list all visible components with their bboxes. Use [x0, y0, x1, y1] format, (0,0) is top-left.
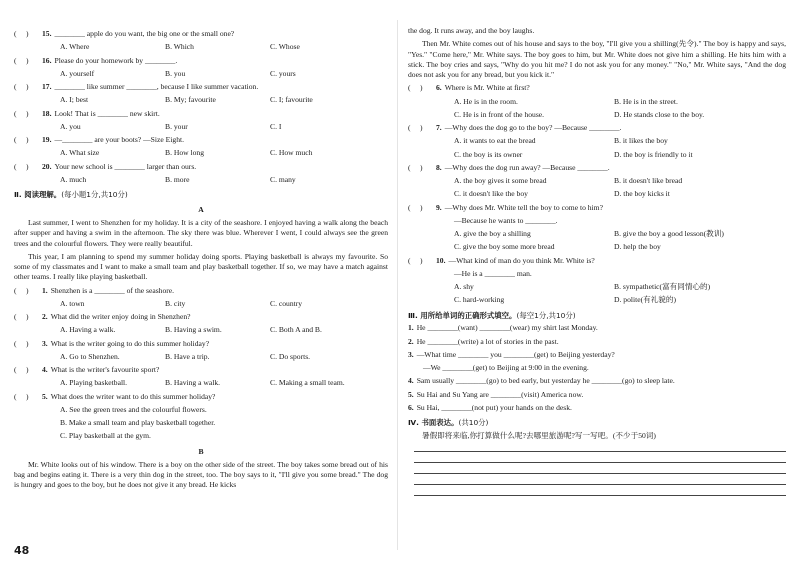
option[interactable]: B. How long [165, 148, 205, 158]
answer-bracket[interactable]: ( ) [408, 202, 423, 212]
question [14, 56, 388, 66]
question-number: 6. [436, 83, 442, 93]
mc-b-group [408, 83, 786, 199]
section2-heading [14, 190, 388, 200]
question-10-options-row2 [408, 295, 786, 305]
question [14, 82, 388, 92]
question-9 [408, 203, 786, 213]
section3-title: Ⅲ. 用所给单词的正确形式填空。 [408, 310, 517, 320]
options-row [14, 42, 388, 52]
question-number: 19. [42, 135, 52, 144]
question-10-sub: —He is a ________ man. [454, 268, 532, 278]
answer-bracket[interactable]: ( ) [14, 108, 29, 118]
question-number: 1. [42, 285, 48, 295]
answer-bracket[interactable]: ( ) [408, 255, 423, 265]
question-number: 3. [42, 338, 48, 348]
option[interactable]: A. it wants to eat the bread [454, 136, 536, 146]
option[interactable]: D. the boy is friendly to it [614, 149, 693, 159]
fill-text: Sam usually ________(go) to bed early, but yesterday he ________(go) to sleep late. [416, 376, 675, 386]
option[interactable]: C. I [270, 121, 282, 131]
answer-bracket[interactable]: ( ) [14, 29, 29, 38]
passage-b-continuation: the dog. It runs away, and the boy laughs. [408, 26, 535, 35]
writing-line[interactable] [414, 474, 786, 485]
question-text: —Why does Mr. White tell the boy to come to him? [444, 202, 603, 212]
mc-top-group [14, 29, 388, 185]
answer-bracket[interactable]: ( ) [14, 312, 29, 322]
section3-note: (每空1分,共10分) [516, 310, 576, 320]
option[interactable]: C. hard-working [454, 295, 505, 305]
option[interactable]: B. it likes the boy [614, 136, 668, 146]
fill-number: 5. [408, 389, 414, 399]
answer-bracket[interactable]: ( ) [14, 55, 29, 65]
writing-line[interactable] [414, 485, 786, 496]
question [408, 123, 786, 133]
option[interactable]: B. give the boy a good lesson(教训) [614, 229, 724, 238]
question-number: 7. [436, 123, 442, 132]
question-text: —What kind of man do you think Mr. White is? [448, 255, 595, 265]
page-number: 48 [14, 544, 30, 557]
answer-bracket[interactable]: ( ) [14, 135, 29, 144]
options-row [14, 69, 388, 79]
question-10-options-row1 [408, 282, 786, 292]
option[interactable]: C. it doesn't like the boy [454, 189, 528, 199]
question-text: What does the writer want to do this summer holiday? [50, 391, 216, 401]
option[interactable]: B. it doesn't like bread [614, 176, 683, 185]
answer-bracket[interactable]: ( ) [408, 162, 423, 172]
question [14, 339, 388, 349]
question [14, 135, 388, 145]
option[interactable]: A. town [60, 298, 85, 308]
passage-a-title: A [198, 204, 204, 214]
option[interactable]: B. your [165, 121, 188, 131]
option[interactable]: C. country [270, 298, 303, 308]
options-row [408, 189, 786, 199]
question-9-options-row2 [408, 242, 786, 252]
question-number: 18. [42, 108, 52, 118]
option[interactable]: B. My; favourite [165, 95, 216, 105]
question [14, 312, 388, 322]
option[interactable]: B. Make a small team and play basketball together. [60, 418, 216, 428]
options-row [408, 150, 786, 160]
answer-bracket[interactable]: ( ) [14, 82, 29, 91]
fill-text: —What time ________ you ________(get) to Beijing yesterday? [416, 349, 615, 359]
fill-item [408, 403, 786, 413]
option[interactable]: B. more [165, 174, 190, 184]
option[interactable]: B. He is in the street. [614, 96, 678, 106]
options-row [408, 176, 786, 186]
fill-item [408, 337, 786, 347]
question-5 [14, 392, 388, 402]
option[interactable]: B. city [165, 298, 186, 308]
options-row [14, 148, 388, 158]
option[interactable]: C. yours [270, 68, 296, 78]
question-number: 20. [42, 161, 52, 171]
fill-item [408, 363, 786, 373]
question-number: 17. [42, 82, 52, 91]
mc-a-group [14, 286, 388, 389]
question-number: 4. [42, 365, 48, 375]
option[interactable]: C. I; favourite [270, 95, 313, 105]
left-column [14, 26, 388, 491]
column-divider [397, 20, 398, 550]
question-text: —Why does the dog go to the boy? —Because ________. [444, 123, 622, 132]
option[interactable]: A. Go to Shenzhen. [60, 351, 120, 361]
essay-prompt: 暑假即将来临,你打算做什么呢?去哪里旅游呢?写一写吧。(不少于50词) [422, 431, 656, 441]
question-text: ________ like summer ________, because I like summer vacation. [54, 82, 259, 91]
fill-item [408, 350, 786, 360]
options-row [408, 136, 786, 146]
question [408, 83, 786, 93]
writing-line[interactable] [414, 452, 786, 463]
passage-b-paragraph-1: Mr. White looks out of his window. There is a boy on the other side of the street. The boy takes some bread out of his bag and begins eating it. There is a very thin dog in the street, too. The boy says to it, "I'll give you some bread." The dog is hungry and goes to the boy, but he does not give it any bread. He kicks [14, 459, 388, 490]
question [14, 286, 388, 296]
options-row [14, 352, 388, 362]
fill-number: 2. [408, 336, 414, 346]
option[interactable]: A. shy [454, 282, 474, 291]
question-text: Where is Mr. White at first? [444, 83, 530, 93]
question-10 [408, 256, 786, 266]
question-number: 16. [42, 55, 52, 65]
option[interactable]: D. the boy kicks it [614, 189, 670, 199]
question-text: What is the writer's favourite sport? [50, 365, 160, 375]
fill-text: Su Hai and Su Yang are ________(visit) America now. [416, 389, 584, 399]
passage-a-paragraph-1: Last summer, I went to Shenzhen for my holiday. It is a city of the seashore. I enjoyed having a walk along the beach after supper and having a swim in the afternoon. The sky there was blue. Wherever I went, I could always see the green trees and the colourful flowers. They were really beautiful. [14, 218, 388, 248]
option[interactable]: C. Both A and B. [270, 325, 322, 335]
option[interactable]: B. Having a walk. [165, 378, 221, 388]
writing-line[interactable] [414, 441, 786, 452]
option[interactable]: C. He is in front of the house. [454, 109, 545, 119]
answer-bracket[interactable]: ( ) [14, 161, 29, 171]
option[interactable]: C. Do sports. [270, 351, 311, 361]
option[interactable]: D. He stands close to the boy. [614, 109, 705, 119]
answer-bracket[interactable]: ( ) [14, 391, 29, 401]
option[interactable]: A. much [60, 174, 87, 184]
option[interactable]: A. the boy gives it some bread [454, 176, 547, 185]
fill-text: He ________(want) ________(wear) my shirt last Monday. [416, 323, 598, 333]
answer-bracket[interactable]: ( ) [14, 285, 29, 295]
option[interactable]: C. give the boy some more bread [454, 242, 555, 252]
option[interactable]: B. Which [165, 42, 194, 52]
answer-bracket[interactable]: ( ) [408, 83, 423, 93]
question-text: ________ apple do you want, the big one or the small one? [54, 29, 235, 38]
section2-title: Ⅱ. 阅读理解。 [14, 190, 62, 199]
option[interactable]: B. sympathetic(富有同情心的) [614, 282, 711, 291]
answer-bracket[interactable]: ( ) [14, 338, 29, 348]
question-text: —________ are your boots? —Size Eight. [54, 135, 184, 144]
options-row [14, 122, 388, 132]
section4-title: Ⅳ. 书面表达。 [408, 418, 459, 428]
fill-text: He ________(write) a lot of stories in the past. [416, 336, 559, 346]
option[interactable]: A. you [60, 121, 81, 131]
option[interactable]: C. How much [270, 148, 313, 158]
fill-number: 6. [408, 402, 414, 412]
fill-number: 4. [408, 376, 414, 386]
question [14, 109, 388, 119]
question-text: Please do your homework by ________. [54, 55, 178, 65]
question-9-options-row1 [408, 229, 786, 239]
option[interactable]: A. Where [60, 42, 90, 52]
fill-text: Su Hai, ________(not put) your hands on the desk. [416, 402, 572, 412]
options-row [14, 325, 388, 335]
fill-text: —We ________(get) to Beijing at 9:00 in the evening. [423, 363, 589, 373]
option[interactable]: C. Play basketball at the gym. [60, 431, 151, 441]
option[interactable]: A. Playing basketball. [60, 378, 128, 388]
question-number: 5. [42, 391, 48, 401]
option[interactable]: A. I; best [60, 95, 89, 105]
question-number: 10. [436, 255, 446, 265]
options-row [14, 175, 388, 185]
option[interactable]: C. the boy is its owner [454, 149, 523, 159]
options-row [14, 378, 388, 388]
section3-heading [408, 311, 786, 321]
passage-b-title: B [198, 446, 204, 456]
option[interactable]: A. give the boy a shilling [454, 229, 531, 238]
section4-note: (共10分) [458, 418, 489, 428]
question-text: Look! That is ________ new skirt. [54, 108, 160, 118]
passage-b-paragraph-2: Then Mr. White comes out of his house and says to the boy, "I'll give you a shilling(先令)." The boy is happy and says, "Yes." "Come here," Mr. White says. The boy goes to him, but Mr. White does not give him a shilling. He hits him with a stick. The boy cries and says, "Why do you hit me? I do not ask you for any money." "No," Mr. White says, "And the dog does not ask you for any bread, but you kick it." [408, 39, 786, 79]
right-column [408, 26, 786, 496]
fill-number: 3. [408, 349, 414, 359]
question-number: 2. [42, 312, 48, 322]
fill-item [408, 390, 786, 400]
question [14, 365, 388, 375]
question [14, 29, 388, 39]
question [14, 162, 388, 172]
option[interactable]: C. many [270, 174, 296, 184]
answer-bracket[interactable]: ( ) [14, 365, 29, 375]
question-text: What did the writer enjoy doing in Shenzhen? [50, 312, 191, 322]
fill-item [408, 323, 786, 333]
option[interactable]: A. yourself [60, 68, 95, 78]
fill-item [408, 376, 786, 386]
answer-bracket[interactable]: ( ) [408, 123, 423, 132]
section2-note: (每小题1分,共10分) [61, 190, 128, 199]
option[interactable]: D. polite(有礼貌的) [614, 295, 677, 305]
fill-blank-group [408, 323, 786, 413]
question-text: What is the writer going to do this summer holiday? [50, 338, 210, 348]
options-row [408, 97, 786, 107]
fill-number: 1. [408, 323, 414, 333]
option[interactable]: A. What size [60, 148, 100, 158]
option[interactable]: A. Having a walk. [60, 325, 116, 335]
question [408, 163, 786, 173]
option[interactable]: B. you [165, 68, 186, 78]
question-text: Shenzhen is a ________ of the seashore. [50, 285, 175, 295]
passage-a-paragraph-2: This year, I am planning to spend my summer holiday doing sports. Playing basketball is always my favourite. So some of my classmates and I want to make a small team and play basketball together. If so, we may have a match against other teams. I really like playing basketball. [14, 251, 388, 282]
writing-line[interactable] [414, 463, 786, 474]
options-row [14, 299, 388, 309]
option[interactable]: C. Whose [270, 42, 300, 52]
question-number: 15. [42, 29, 52, 38]
option[interactable]: A. He is in the room. [454, 96, 518, 106]
section4-heading [408, 418, 786, 428]
option[interactable]: B. Have a trip. [165, 351, 210, 361]
question-number: 8. [436, 162, 442, 172]
option[interactable]: D. help the boy [614, 242, 661, 252]
option[interactable]: A. See the green trees and the colourful flowers. [60, 404, 207, 414]
question-text: Your new school is ________ larger than ours. [54, 161, 197, 171]
question-9-sub: —Because he wants to ________. [454, 215, 558, 225]
question-5-options [14, 405, 388, 442]
question-text: —Why does the dog run away? —Because ________. [444, 162, 610, 172]
options-row [408, 110, 786, 120]
question-number: 9. [436, 202, 442, 212]
option[interactable]: C. Making a small team. [270, 378, 345, 388]
options-row [14, 95, 388, 105]
option[interactable]: B. Having a swim. [165, 325, 222, 335]
